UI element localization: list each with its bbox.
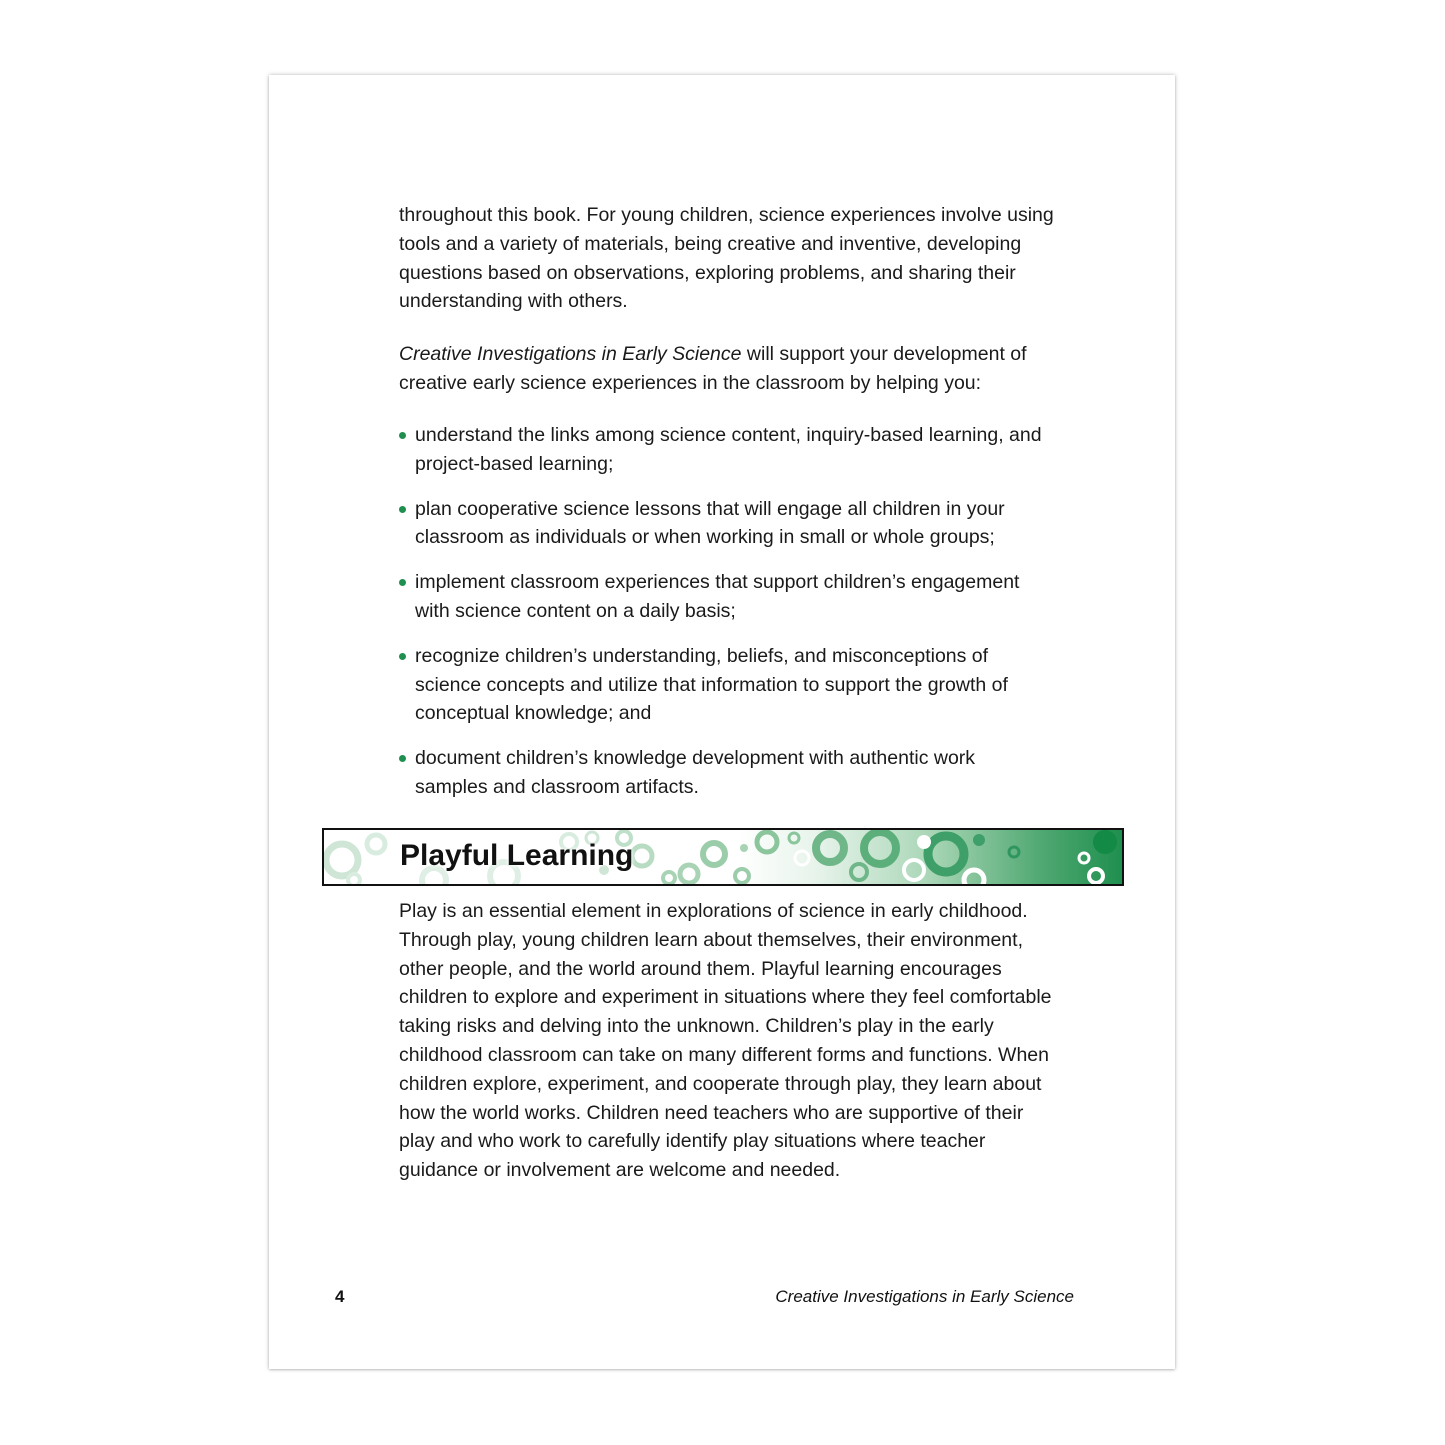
section-heading-banner xyxy=(322,828,1124,886)
page-number: 4 xyxy=(335,1287,345,1306)
list-item xyxy=(399,744,1049,802)
goals-list xyxy=(399,421,1049,818)
bullet-icon xyxy=(399,579,406,586)
paragraph-intro xyxy=(399,340,1059,398)
list-item xyxy=(399,642,1049,728)
bullet-icon xyxy=(399,506,406,513)
list-item-text: plan cooperative science lessons that will engage all children in your classroom as individuals or when working in small or whole groups; xyxy=(415,497,1005,549)
paragraph-continued: throughout this book. For young children, science experiences involve using tools and a variety of materials, being creative and inventive, developing questions based on observations, exploring problems, and sharing their understanding with others. xyxy=(399,204,1054,313)
book-title-italic: Creative Investigations in Early Science xyxy=(399,343,742,365)
section-paragraph: Play is an essential element in explorations of science in early childhood. Through play, young children learn about themselves, their environment, other people, and the world around them. Playful learning encourages children to explore and experiment in situations where they feel comfortable taking risks and delving into the unknown. Children’s play in the early childhood classroom can take on many different forms and functions. When children explore, experiment, and cooperate through play, they learn about how the world works. Children need teachers who are supportive of their play and who work to carefully identify play situations where teacher guidance or involvement are welcome and needed. xyxy=(399,900,1052,1182)
list-item xyxy=(399,421,1049,479)
bullet-icon xyxy=(399,653,406,660)
list-item-text: understand the links among science content, inquiry-based learning, and project-based learning; xyxy=(415,424,1042,475)
book-page xyxy=(269,75,1175,1369)
paragraph-intro-text: will support your development of creative early science experiences in the classroom by helping you: xyxy=(399,343,1027,394)
list-item-text: document children’s knowledge development with authentic work samples and classroom artifacts. xyxy=(415,747,976,798)
bullet-icon xyxy=(399,432,406,439)
list-item-text: recognize children’s understanding, beliefs, and misconceptions of science concepts and utilize that information to support the growth of conceptual knowledge; and xyxy=(415,644,1008,725)
list-item-text: implement classroom experiences that support children’s engagement with science content on a daily basis; xyxy=(415,571,1020,622)
bullet-icon xyxy=(399,755,406,762)
list-item xyxy=(399,568,1049,626)
list-item xyxy=(399,495,1049,553)
section-heading: Playful Learning xyxy=(400,839,634,872)
running-footer-title: Creative Investigations in Early Science xyxy=(775,1287,1074,1306)
